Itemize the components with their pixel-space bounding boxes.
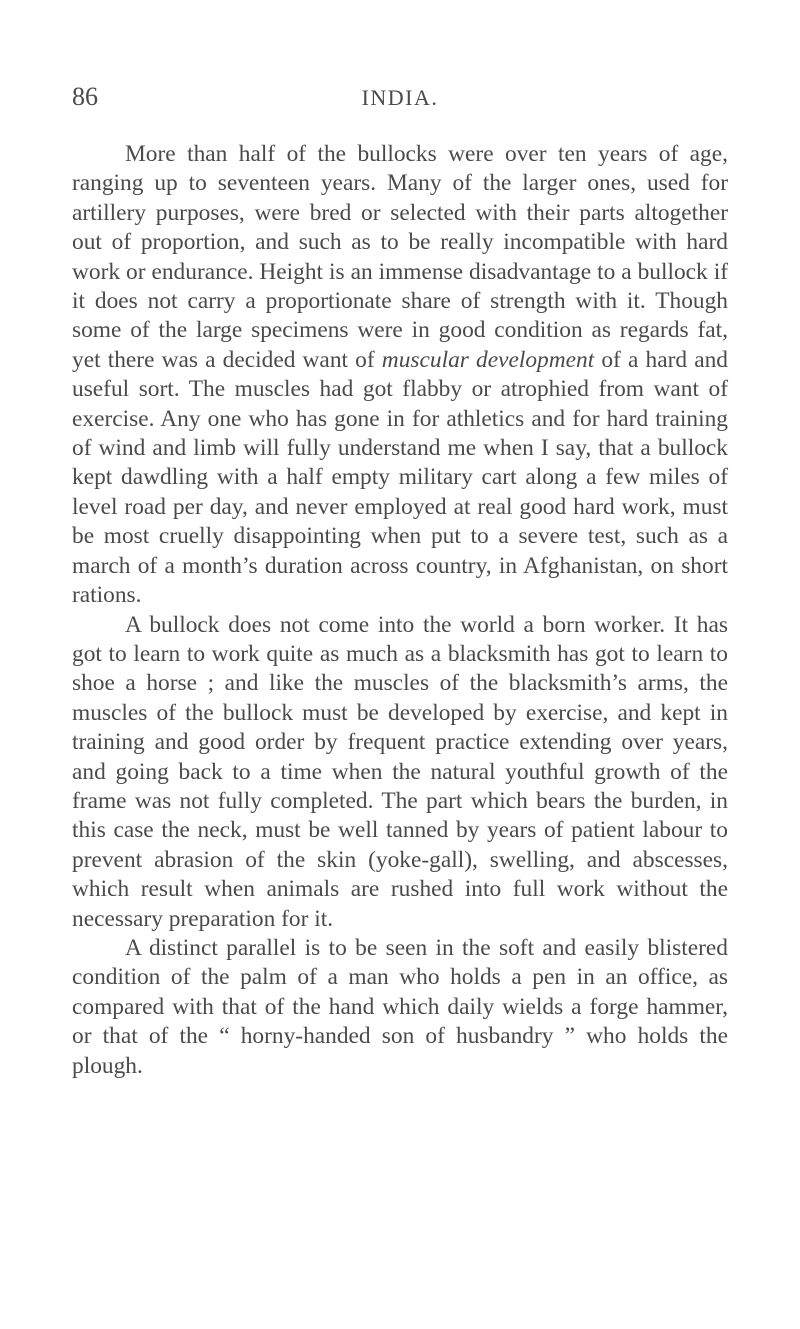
paragraph-3: A distinct parallel is to be seen in the soft and easily blistered condition of the palm of a man who holds a pen in an office, as compared with that of the hand which daily wields a forge hammer, or that of the “ horny-handed son of husbandry ” who holds the plough. — [72, 934, 728, 1079]
paragraph-1 — [72, 140, 728, 611]
body-text — [72, 140, 728, 1081]
paragraph-1-text-start: More than half of the bullocks were over ten years of age, ranging up to seventeen years. Many of the larger ones, used for artillery purposes, were bred or selected with their parts altogether out of proportion, and such as to be really incompatible with hard work or endurance. Height is an immense disadvantage to a bullock if it does not carry a proportionate share of strength with it. Though some of the large specimens were in good condition as regards fat, yet there was a decided want of — [72, 141, 728, 373]
running-head: INDIA. — [361, 85, 439, 110]
page-header — [72, 82, 728, 122]
paragraph-1-text-end: of a hard and useful sort. The muscles had got flabby or atrophied from want of exercise. Any one who has gone in for athletics and for hard training of wind and limb will fully understand me when I say, that a bullock kept dawdling with a half empty military cart along a few miles of level road per day, and never employed at real good hard work, must be most cruelly disappointing when put to a severe test, such as a march of a month’s duration across country, in Afghanistan, on short rations. — [72, 346, 729, 609]
paragraph-1-italic-phrase: muscular development — [381, 346, 595, 373]
paragraph-2: A bullock does not come into the world a born worker. It has got to learn to work quite as much as a blacksmith has got to learn to shoe a horse ; and like the muscles of the blacksmith’s arms, the muscles of the bullock must be developed by exercise, and kept in training and good order by frequent practice extending over years, and going back to a time when the natural youthful growth of the frame was not fully completed. The part which bears the burden, in this case the neck, must be well tanned by years of patient labour to prevent abrasion of the skin (yoke-gall), swelling, and abscesses, which result when animals are rushed into full work without the necessary preparation for it. — [72, 611, 728, 932]
page-number: 86 — [72, 82, 98, 111]
